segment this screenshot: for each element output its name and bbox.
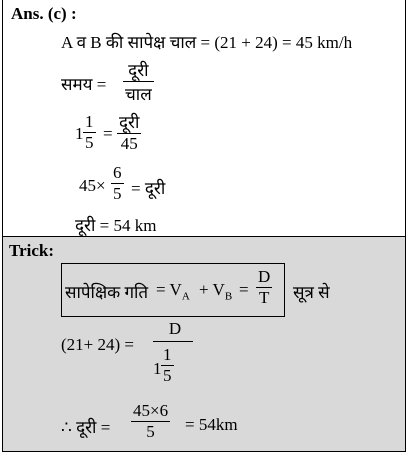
relative-speed-line: A व B की सापेक्ष चाल = (21 + 24) = 45 km/h	[61, 33, 353, 52]
d-numerator: D	[168, 319, 182, 338]
final-result: = 54km	[185, 415, 238, 434]
sum-lhs: (21+ 24) =	[61, 335, 134, 354]
distance-over-speed-fraction	[123, 58, 154, 105]
fraction-numerator: दूरी	[119, 113, 140, 132]
formula-eq: =	[239, 280, 249, 299]
speed-times: 45×	[79, 176, 106, 195]
equals-sign: =	[103, 124, 113, 143]
trick-section	[3, 236, 405, 451]
fraction-denominator: 5	[131, 421, 170, 442]
d-over-t-fraction	[256, 267, 272, 308]
fraction-numerator: 1	[163, 345, 172, 364]
distance-over-45-fraction	[117, 110, 141, 154]
fraction-denominator: 5	[113, 184, 122, 203]
therefore-distance: ∴ दूरी =	[61, 418, 111, 437]
answer-section	[3, 0, 405, 236]
answer-heading: Ans. (c) :	[11, 4, 77, 23]
mixed-number-fraction	[83, 112, 96, 153]
fraction-numerator: दूरी	[128, 61, 149, 80]
fraction-bar	[153, 341, 193, 342]
fraction-denominator: 5	[163, 366, 172, 385]
fraction-numerator: D	[258, 267, 271, 286]
trick-heading: Trick:	[9, 241, 55, 260]
six-fifths-fraction	[111, 163, 124, 204]
fraction-numerator: 1	[85, 112, 94, 131]
product-fraction	[131, 401, 170, 442]
fraction-denominator: 45	[117, 133, 141, 154]
fraction-numerator: 6	[113, 163, 122, 182]
fraction-numerator: 45×6	[133, 401, 169, 420]
fraction-denominator: चाल	[123, 81, 154, 105]
formula-lhs: सापेक्षिक गति	[65, 283, 149, 302]
distance-result-line: दूरी = 54 km	[75, 216, 157, 235]
equals-distance: = दूरी	[131, 179, 166, 198]
formula-vb: + $V_B$	[199, 280, 233, 303]
denominator-fraction	[161, 345, 174, 386]
fraction-denominator: T	[256, 287, 272, 308]
time-lhs: समय =	[61, 75, 107, 94]
fraction-denominator: 5	[85, 133, 94, 152]
denominator-whole: 1	[153, 359, 162, 378]
formula-suffix: सूत्र से	[293, 283, 330, 302]
mixed-number-whole: 1	[75, 124, 84, 143]
formula-va: = $V_A$	[156, 280, 190, 303]
